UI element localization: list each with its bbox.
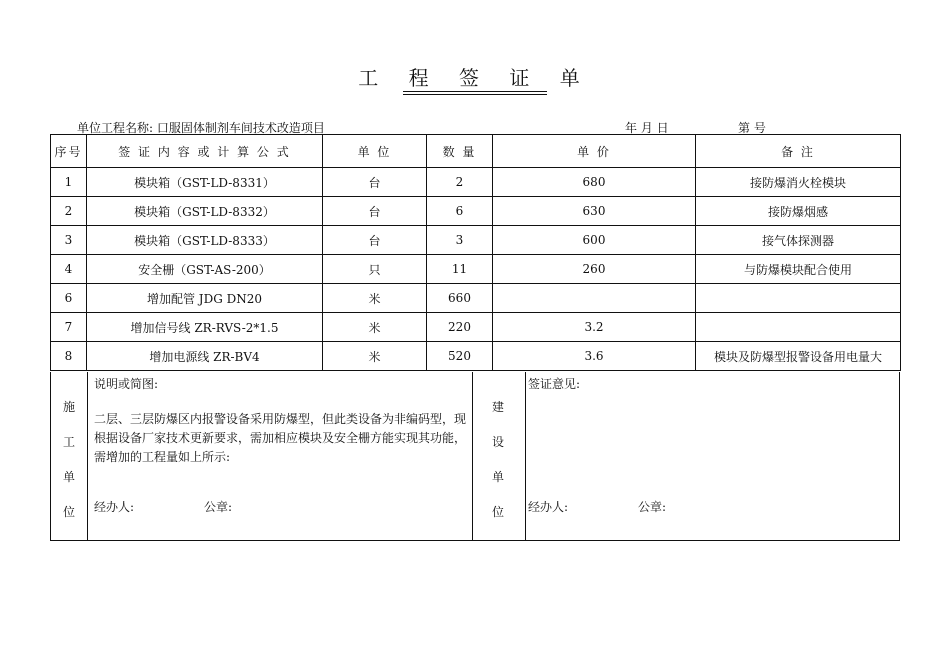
cell-unit: 米 — [323, 313, 427, 342]
cell-remark: 接防爆烟感 — [696, 197, 901, 226]
header-index: 序号 — [51, 135, 87, 168]
cell-index: 8 — [51, 342, 87, 371]
cell-index: 3 — [51, 226, 87, 255]
divider — [525, 372, 526, 540]
owner-unit-label: 建 设 单 位 — [491, 400, 504, 519]
cell-unit: 台 — [323, 197, 427, 226]
cell-unit-price: 600 — [493, 226, 696, 255]
cell-unit: 台 — [323, 226, 427, 255]
table-row — [51, 226, 901, 255]
cell-quantity: 520 — [427, 342, 493, 371]
cell-unit: 米 — [323, 284, 427, 313]
cell-content: 增加配管 JDG DN20 — [87, 284, 323, 313]
cell-unit: 台 — [323, 168, 427, 197]
cell-index: 4 — [51, 255, 87, 284]
header-content: 签 证 内 容 或 计 算 公 式 — [87, 135, 323, 168]
cell-quantity: 2 — [427, 168, 493, 197]
construction-seal-label: 公章: — [204, 500, 233, 514]
cell-unit-price: 3.2 — [493, 313, 696, 342]
note-text: 二层、三层防爆区内报警设备采用防爆型，但此类设备为非编码型，现根据设备厂家技术更新要求，需加相应模块及安全栅方能实现其功能，需增加的工程量如上所示: — [94, 412, 467, 464]
table-row — [51, 342, 901, 371]
cell-unit-price: 630 — [493, 197, 696, 226]
cell-quantity: 220 — [427, 313, 493, 342]
table-row — [51, 313, 901, 342]
cell-unit: 米 — [323, 342, 427, 371]
project-name-label: 单位工程名称: 口服固体制剂车间技术改造项目 — [77, 121, 325, 135]
cell-content: 模块箱（GST-LD-8331） — [87, 168, 323, 197]
cell-index: 7 — [51, 313, 87, 342]
number-label: 第 号 — [738, 121, 766, 135]
cell-quantity: 660 — [427, 284, 493, 313]
cell-quantity: 6 — [427, 197, 493, 226]
table-header-row — [51, 135, 901, 168]
cell-remark: 与防爆模块配合使用 — [696, 255, 901, 284]
table-row — [51, 255, 901, 284]
cell-unit-price: 680 — [493, 168, 696, 197]
header-quantity: 数 量 — [427, 135, 493, 168]
owner-seal-label: 公章: — [638, 500, 667, 514]
page-title: 工 程 签 证 单 — [358, 66, 592, 90]
cell-quantity: 3 — [427, 226, 493, 255]
cell-unit: 只 — [323, 255, 427, 284]
visa-table — [50, 134, 901, 371]
cell-remark: 模块及防爆型报警设备用电量大 — [696, 342, 901, 371]
cell-content: 模块箱（GST-LD-8332） — [87, 197, 323, 226]
divider — [87, 372, 88, 540]
cell-content: 增加信号线 ZR-RVS-2*1.5 — [87, 313, 323, 342]
date-label: 年 月 日 — [625, 121, 669, 135]
table-row — [51, 284, 901, 313]
cell-quantity: 11 — [427, 255, 493, 284]
title-underline-double — [403, 94, 547, 95]
cell-index: 6 — [51, 284, 87, 313]
title-underline — [403, 91, 547, 92]
header-remark: 备 注 — [696, 135, 901, 168]
table-row — [51, 197, 901, 226]
header-unit: 单 位 — [323, 135, 427, 168]
construction-unit-label: 施 工 单 位 — [62, 400, 75, 519]
cell-content: 模块箱（GST-LD-8333） — [87, 226, 323, 255]
table-row — [51, 168, 901, 197]
cell-index: 2 — [51, 197, 87, 226]
cell-content: 安全栅（GST-AS-200） — [87, 255, 323, 284]
cell-remark: 接防爆消火栓模块 — [696, 168, 901, 197]
cell-unit-price: 260 — [493, 255, 696, 284]
note-title: 说明或简图: — [94, 377, 159, 391]
signature-section — [50, 372, 900, 541]
cell-content: 增加电源线 ZR-BV4 — [87, 342, 323, 371]
cell-unit-price — [493, 284, 696, 313]
owner-handler-label: 经办人: — [528, 500, 569, 514]
cell-remark — [696, 313, 901, 342]
header-unit-price: 单 价 — [493, 135, 696, 168]
cell-unit-price: 3.6 — [493, 342, 696, 371]
opinion-title: 签证意见: — [528, 377, 581, 391]
cell-index: 1 — [51, 168, 87, 197]
cell-remark — [696, 284, 901, 313]
construction-handler-label: 经办人: — [94, 500, 135, 514]
cell-remark: 接气体探测器 — [696, 226, 901, 255]
